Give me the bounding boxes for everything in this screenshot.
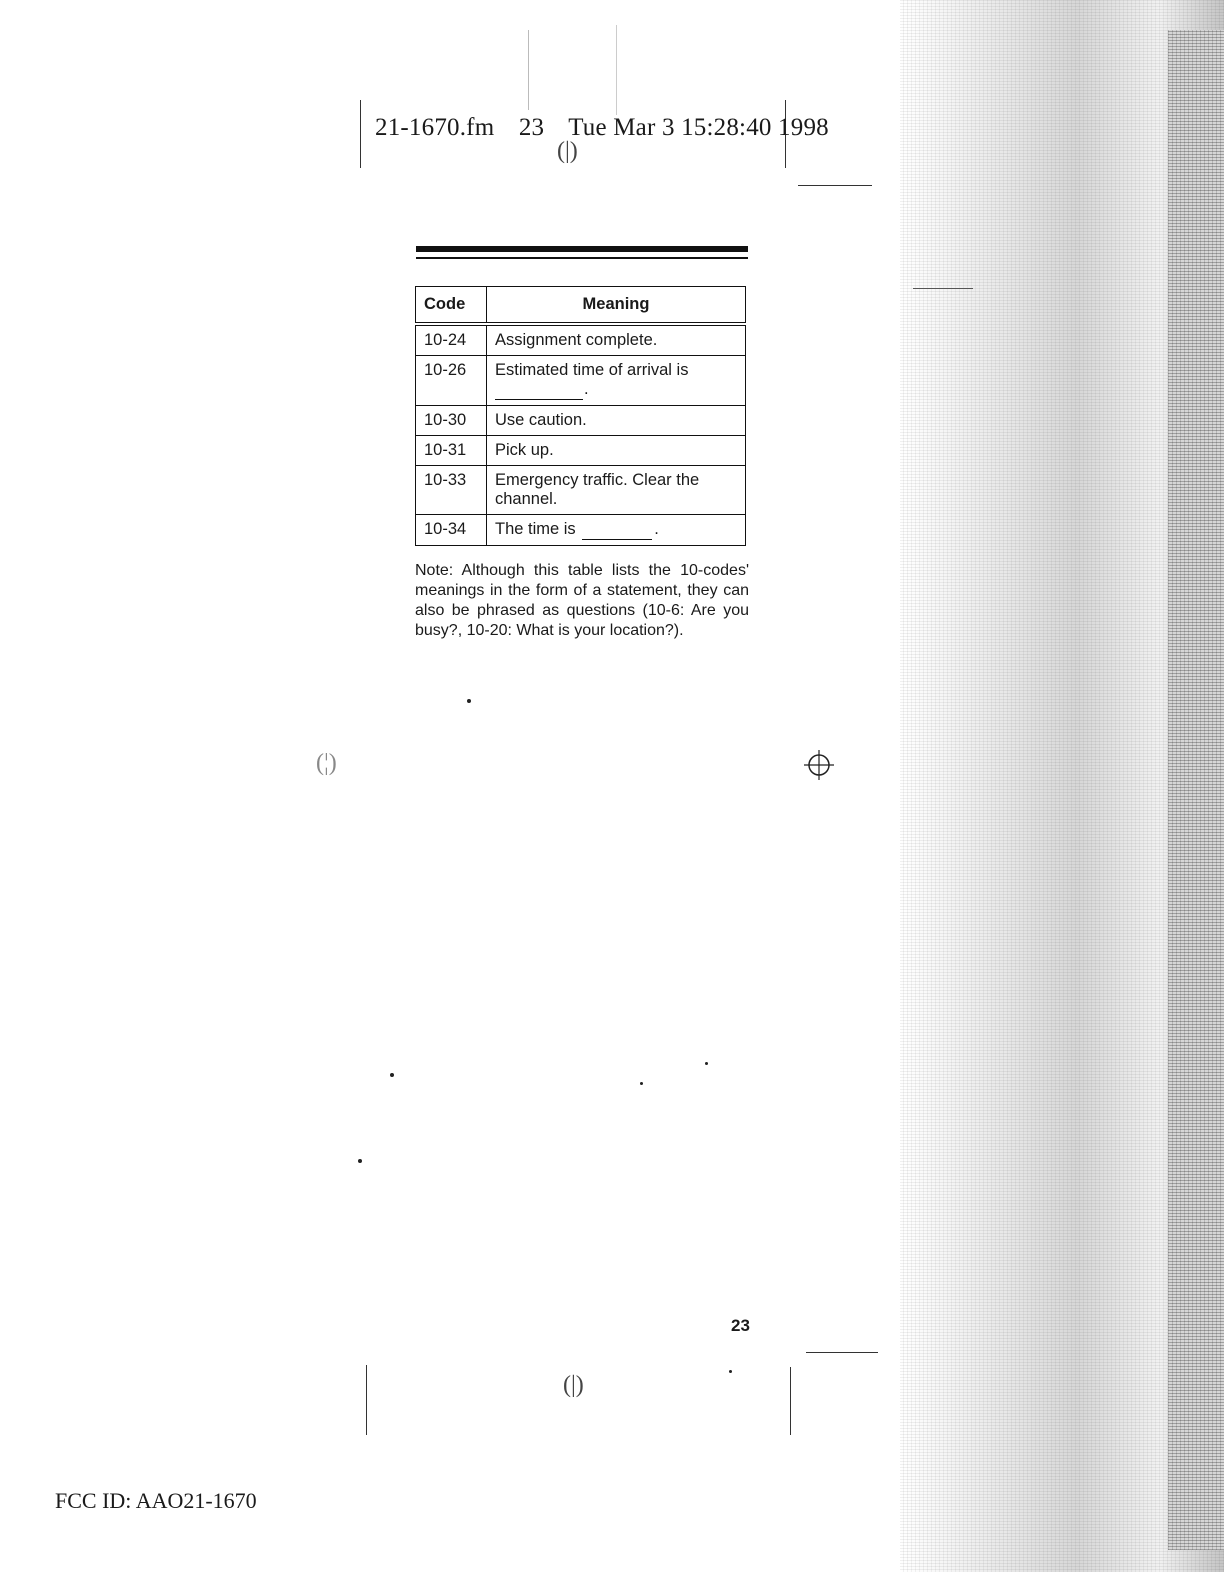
code-cell: 10-34	[416, 515, 487, 546]
code-cell: 10-26	[416, 356, 487, 406]
crop-mark-left: (¦)	[316, 750, 337, 776]
meaning-suffix: .	[584, 380, 589, 398]
crop-line-right	[798, 185, 872, 186]
meaning-cell: Pick up.	[487, 436, 746, 466]
top-rule-thin	[416, 257, 748, 259]
column-header-code: Code	[416, 287, 487, 325]
header-page: 23	[518, 114, 545, 141]
meaning-text: Estimated time of arrival is	[495, 361, 689, 379]
meaning-cell: Assignment complete.	[487, 324, 746, 356]
scan-speck	[390, 1073, 394, 1077]
scan-speck	[467, 699, 471, 703]
fill-in-blank	[495, 380, 583, 400]
scan-speck	[640, 1082, 643, 1085]
code-cell: 10-30	[416, 406, 487, 436]
page-number: 23	[731, 1316, 750, 1335]
registration-line	[528, 30, 529, 110]
crop-line-right-mid	[913, 288, 973, 289]
table-row	[416, 324, 746, 356]
header-filename: 21-1670.fm	[375, 114, 495, 141]
crop-line-bottom-right	[806, 1352, 878, 1353]
crop-mark-bottom: (|)	[563, 1372, 584, 1398]
print-header	[375, 114, 847, 142]
table-header-row	[416, 287, 746, 325]
ten-codes-table	[415, 286, 746, 546]
table-row	[416, 466, 746, 515]
header-timestamp: Tue Mar 3 15:28:40 1998	[568, 114, 829, 141]
registration-crosshair-icon	[804, 750, 834, 780]
table-row	[416, 356, 746, 406]
meaning-cell: Emergency traffic. Clear the channel.	[487, 466, 746, 515]
fcc-id: FCC ID: AAO21-1670	[55, 1488, 257, 1513]
code-cell: 10-33	[416, 466, 487, 515]
code-cell: 10-24	[416, 324, 487, 356]
scan-speck	[729, 1370, 732, 1373]
meaning-text: The time is	[495, 520, 576, 538]
column-header-meaning: Meaning	[487, 287, 746, 325]
meaning-cell	[487, 515, 746, 546]
code-cell: 10-31	[416, 436, 487, 466]
crop-line-bottom-left	[366, 1365, 367, 1435]
table-row	[416, 515, 746, 546]
registration-line	[616, 25, 617, 115]
table-note: Note: Although this table lists the 10-codes' meanings in the form of a statement, they can also be phrased as questions (10-6: Are you busy?, 10-20: What is your location?).	[415, 562, 749, 639]
fill-in-blank	[582, 520, 652, 540]
table-row	[416, 406, 746, 436]
meaning-cell: Use caution.	[487, 406, 746, 436]
crop-line-left-top	[360, 100, 361, 168]
meaning-cell	[487, 356, 746, 406]
crop-mark-top: (|)	[557, 138, 578, 164]
top-rule-thick	[416, 246, 748, 252]
scan-speck	[358, 1159, 362, 1163]
meaning-suffix: .	[654, 520, 659, 538]
table-row	[416, 436, 746, 466]
scan-edge-strip	[1168, 30, 1224, 1550]
scan-speck	[705, 1062, 708, 1065]
crop-line-bottom-right-vertical	[790, 1367, 791, 1435]
